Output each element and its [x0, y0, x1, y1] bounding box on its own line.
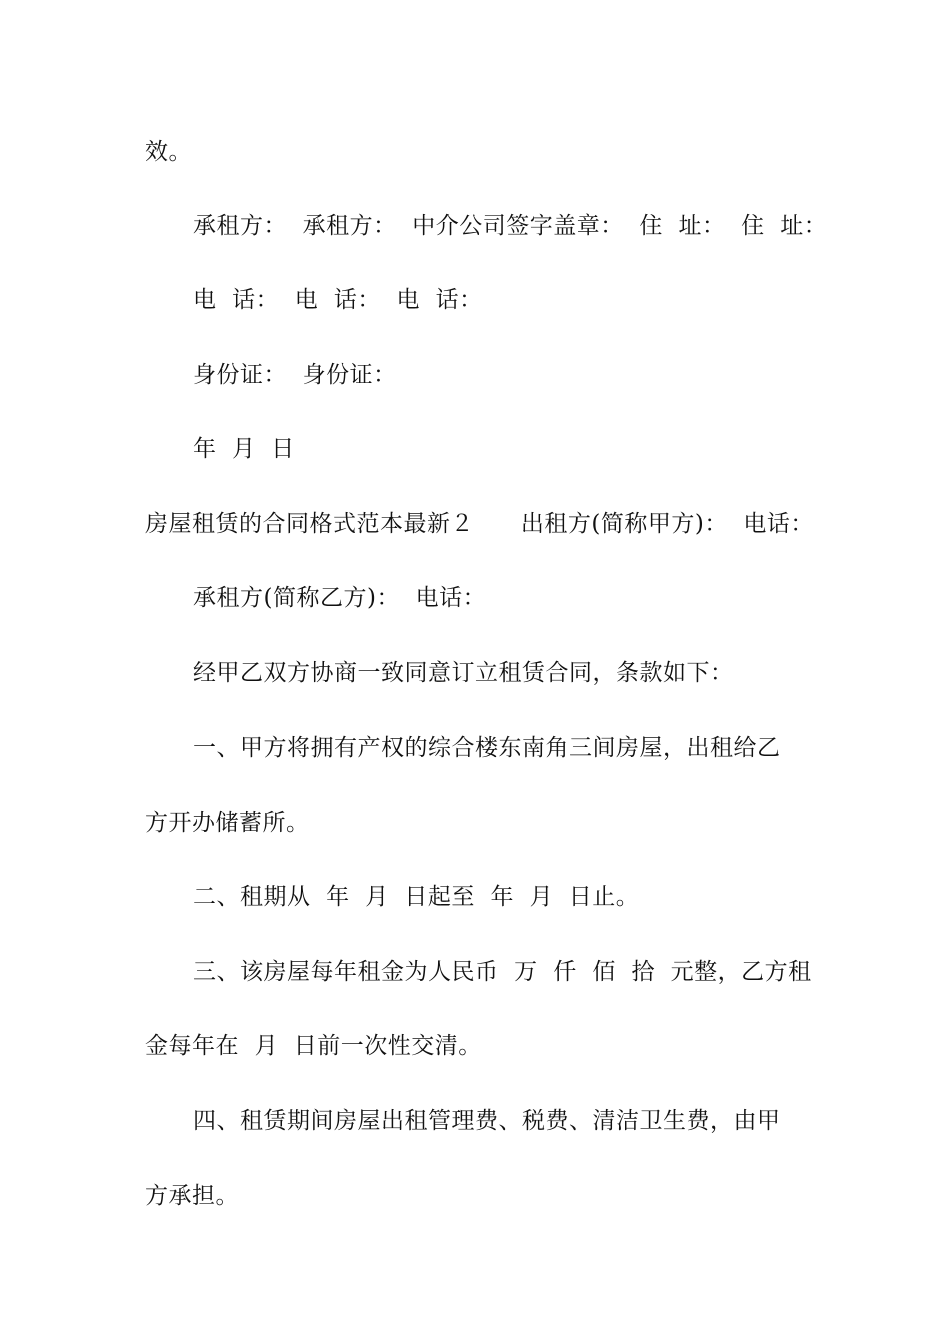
lessee-line: 承租方(简称乙方)： 电话：	[193, 585, 487, 611]
paragraph-line: 效。	[145, 139, 192, 165]
signature-date-line: 年 月 日	[193, 436, 295, 462]
clause-1-line-1: 一、甲方将拥有产权的综合楼东南角三间房屋，出租给乙	[193, 735, 781, 761]
agreement-intro-line: 经甲乙双方协商一致同意订立租赁合同，条款如下：	[193, 660, 734, 686]
clause-2-line: 二、租期从 年 月 日起至 年 月 日止。	[193, 884, 640, 910]
signature-phone-line: 电 话： 电 话： 电 话：	[193, 287, 483, 313]
clause-1-line-2: 方开办储蓄所。	[145, 810, 310, 836]
clause-3-line-1: 三、该房屋每年租金为人民币 万 仟 佰 拾 元整，乙方租	[193, 959, 812, 985]
clause-4-line-1: 四、租赁期间房屋出租管理费、税费、清洁卫生费，由甲	[193, 1108, 781, 1134]
signature-id-line: 身份证： 身份证：	[193, 362, 397, 388]
clause-4-line-2: 方承担。	[145, 1183, 239, 1209]
section-title-line: 房屋租赁的合同格式范本最新２ 出租方(简称甲方)： 电话：	[145, 511, 814, 537]
clause-3-line-2: 金每年在 月 日前一次性交清。	[145, 1033, 482, 1059]
signature-parties-line: 承租方： 承租方： 中介公司签字盖章： 住 址： 住 址：	[193, 213, 828, 239]
